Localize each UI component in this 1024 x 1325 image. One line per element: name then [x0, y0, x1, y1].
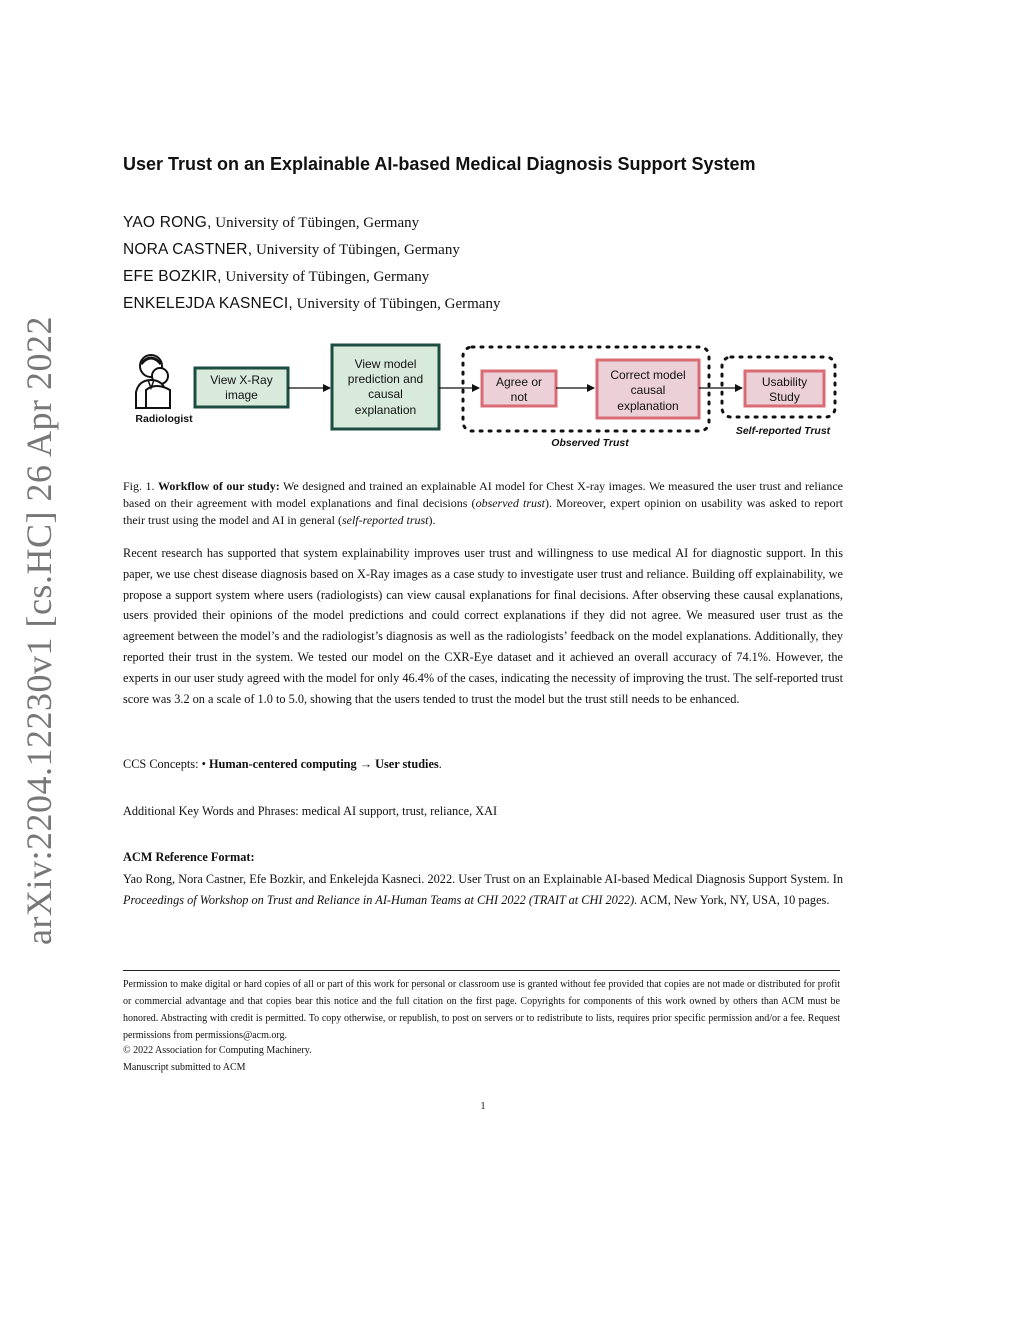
agree-line-2: not	[510, 390, 528, 404]
caption-prefix: Fig. 1.	[123, 479, 159, 493]
correct-line-3: explanation	[617, 399, 679, 413]
page-number: 1	[480, 1101, 486, 1112]
observed-trust-label: Observed Trust	[551, 437, 629, 449]
acm-text-2: ACM, New York, NY, USA, 10 pages.	[637, 893, 830, 907]
ccs-suffix: .	[438, 757, 442, 771]
author-3	[123, 268, 429, 286]
acm-italic: Proceedings of Workshop on Trust and Reliance in AI-Human Teams at CHI 2022 (TRAIT at CHI 2022).	[123, 893, 638, 907]
author-4	[123, 295, 500, 313]
copyright: © 2022 Association for Computing Machinery.	[123, 1045, 312, 1056]
ccs-bold: Human-centered computing → User studies	[208, 757, 439, 771]
author-affiliation: University of Tübingen, Germany	[252, 242, 460, 258]
author-affiliation: University of Tübingen, Germany	[292, 296, 501, 312]
author-name: ENKELEJDA KASNECI,	[123, 295, 293, 312]
agree-line-1: Agree or	[495, 375, 543, 389]
caption-italic-2: self-reported trust	[341, 513, 429, 527]
view-xray-line-1: View X-Ray	[210, 373, 273, 387]
caption-text-2: ). Moreover, expert opinion on usability was asked to report their trust using the model and AI in general (	[123, 496, 844, 527]
permission-notice: Permission to make digital or hard copies of all or part of this work for personal or classroom use is granted without fee provided that copies are not made or distributed for profit or commercial advantage and that copies bear this notice and the full citation on the first page. Copyrights for components of this work owned by others than ACM must be honored. Abstracting with credit is permitted. To copy otherwise, or republish, to post on servers or to redistribute to lists, requires prior specific permission and/or a fee. Request permissions from permissions@acm.org.	[123, 979, 840, 1041]
author-name: EFE BOZKIR,	[123, 268, 222, 285]
footnote-rule	[123, 970, 840, 971]
author-name: YAO RONG,	[123, 214, 212, 231]
view-prediction-line-4: explanation	[354, 403, 417, 417]
acm-reference-heading: ACM Reference Format:	[123, 850, 255, 864]
correct-line-1: Correct model	[610, 368, 686, 382]
caption-text-1: We designed and trained an explainable AI model for Chest X-ray images. We measured the user trust and reliance based on their agreement with model explanations and final decisions (	[123, 479, 844, 510]
ccs-prefix: CCS Concepts: •	[123, 757, 209, 771]
view-prediction-line-1: View model	[354, 357, 417, 371]
caption-italic-1: observed trust	[475, 496, 546, 510]
abstract: Recent research has supported that system explainability improves user trust and willingness to use medical AI for diagnostic support. In this paper, we use chest disease diagnosis based on X-Ray images as a case study to investigate user trust and reliance. Building off explainability, we propose a support system where users (radiologists) can view causal explanations for final decisions. After observing these causal explanations, users provided their opinions of the model predictions and could correct explanations if they did not agree. We measured user trust as the agreement between the model’s and the radiologist’s diagnosis as well as the radiologists’ feedback on the model explanations. Additionally, they reported their trust in the system. We tested our model on the CXR-Eye dataset and it achieved an overall accuracy of 74.1%. However, the experts in our user study agreed with the model for only 46.4% of the cases, indicating the necessity of improving the trust. The self-reported trust score was 3.2 on a scale of 1.0 to 5.0, showing that the users tended to trust the model but the trust still needs to be enhanced.	[123, 546, 843, 706]
usability-line-2: Study	[769, 390, 800, 404]
view-prediction-line-3: causal	[368, 387, 403, 401]
manuscript-note: Manuscript submitted to ACM	[123, 1062, 246, 1073]
keywords: Additional Key Words and Phrases: medical AI support, trust, reliance, XAI	[123, 804, 498, 818]
author-affiliation: University of Tübingen, Germany	[211, 215, 420, 231]
author-2	[123, 241, 460, 259]
author-affiliation: University of Tübingen, Germany	[221, 269, 430, 285]
arxiv-stamp: arXiv:2204.12230v1 [cs.HC] 26 Apr 2022	[19, 316, 59, 945]
view-prediction-line-2: prediction and	[347, 372, 424, 386]
acm-reference	[123, 869, 843, 911]
acm-text-1: Yao Rong, Nora Castner, Efe Bozkir, and Enkelejda Kasneci. 2022. User Trust on an Explainable AI-based Medical Diagnosis Support System. In	[123, 872, 843, 886]
caption-text-3: ).	[428, 513, 436, 527]
figure-caption	[123, 478, 843, 529]
author-name: NORA CASTNER,	[123, 241, 253, 258]
workflow-figure	[0, 330, 1024, 460]
usability-line-1: Usability	[761, 375, 808, 389]
correct-line-2: causal	[630, 383, 666, 397]
radiologist-icon	[136, 355, 170, 408]
view-xray-line-2: image	[225, 388, 258, 402]
ccs-concepts	[123, 757, 442, 772]
radiologist-label: Radiologist	[135, 413, 193, 425]
author-1	[123, 214, 419, 232]
self-reported-label: Self-reported Trust	[735, 425, 831, 437]
paper-title: User Trust on an Explainable AI-based Medical Diagnosis Support System	[123, 154, 756, 174]
caption-bold: Workflow of our study:	[158, 479, 280, 493]
